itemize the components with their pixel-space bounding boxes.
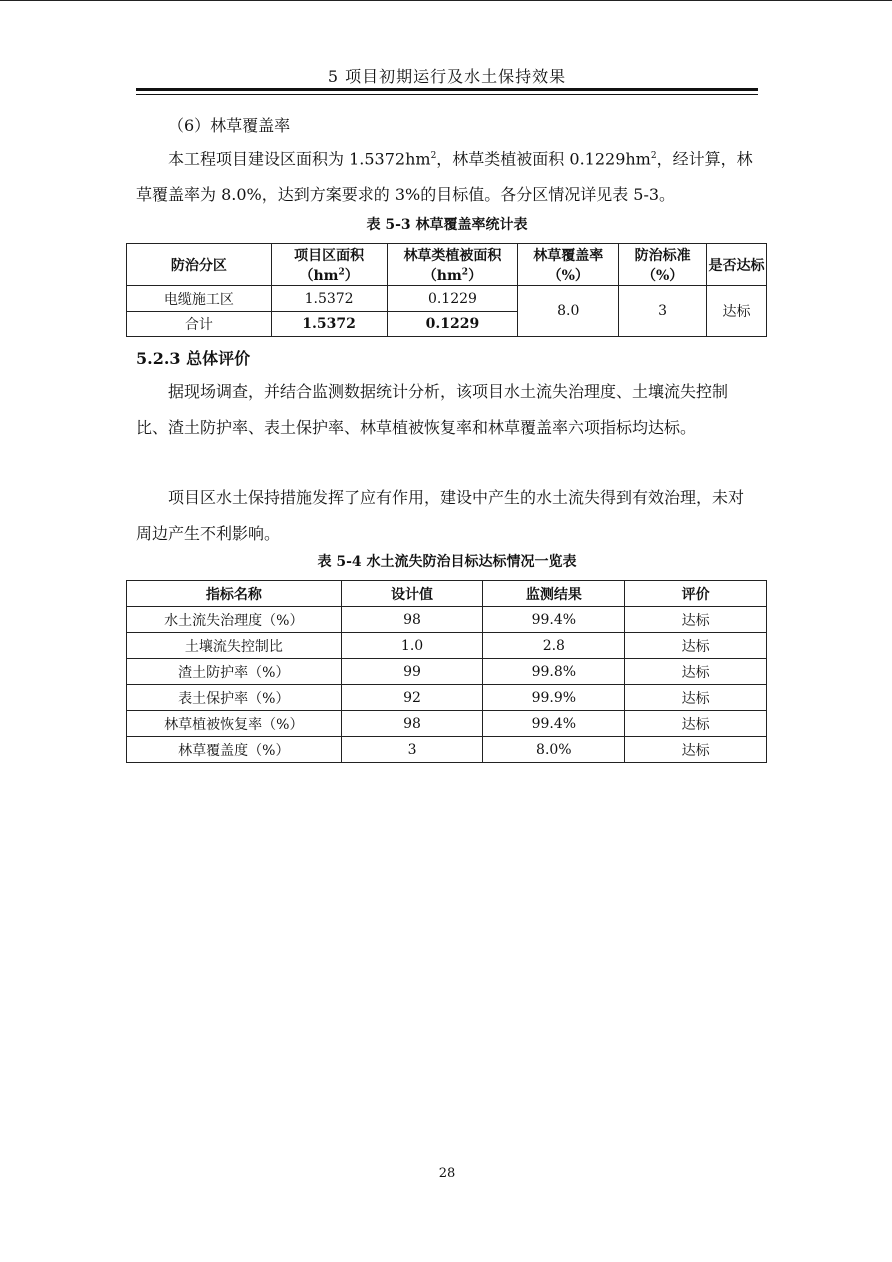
cell-indicator: 土壤流失控制比 — [127, 633, 342, 659]
cell-design: 3 — [341, 737, 483, 763]
cell-design: 98 — [341, 711, 483, 737]
cell-result: 99.9% — [483, 685, 625, 711]
cell-indicator: 表土保护率（%） — [127, 685, 342, 711]
cell-indicator: 林草覆盖度（%） — [127, 737, 342, 763]
header-rule-thick — [136, 88, 758, 91]
cell-evaluation: 达标 — [625, 685, 767, 711]
table-5-3-caption: 表 5-3 林草覆盖率统计表 — [366, 217, 528, 233]
header-zone: 防治分区 — [127, 244, 272, 286]
table-row — [127, 685, 767, 711]
header-coverage-rate: 林草覆盖率 （%） — [518, 244, 619, 286]
cell-design: 1.0 — [341, 633, 483, 659]
table-row — [127, 737, 767, 763]
cell-result-merged: 达标 — [707, 286, 767, 337]
table-5-3-header-row — [127, 244, 767, 286]
table-row — [127, 711, 767, 737]
table-5-4-caption: 表 5-4 水土流失防治目标达标情况一览表 — [317, 554, 577, 570]
header-rule-thin — [136, 94, 758, 95]
header-design-value: 设计值 — [341, 581, 483, 607]
page-number: 28 — [438, 1166, 456, 1181]
cell-area: 1.5372 — [271, 286, 387, 312]
header-evaluation: 评价 — [625, 581, 767, 607]
cell-design: 98 — [341, 607, 483, 633]
table-5-3 — [126, 243, 767, 337]
section-6-heading: （6）林草覆盖率 — [168, 116, 291, 135]
cell-indicator: 水土流失治理度（%） — [127, 607, 342, 633]
cell-result: 99.8% — [483, 659, 625, 685]
cell-result: 8.0% — [483, 737, 625, 763]
cell-standard-merged: 3 — [619, 286, 707, 337]
cell-indicator: 渣土防护率（%） — [127, 659, 342, 685]
header-area: 项目区面积 $(hm^2)$ — [271, 244, 387, 286]
cell-zone: 合计 — [127, 312, 272, 337]
cell-result: 99.4% — [483, 711, 625, 737]
table-row — [127, 633, 767, 659]
cell-design: 99 — [341, 659, 483, 685]
table-row — [127, 607, 767, 633]
cell-evaluation: 达标 — [625, 711, 767, 737]
section-5-2-3-heading: 5.2.3 总体评价 — [136, 349, 251, 368]
sup-squared: 2 — [650, 151, 657, 161]
cell-evaluation: 达标 — [625, 607, 767, 633]
cell-zone: 电缆施工区 — [127, 286, 272, 312]
para-part-c: ，经计算，林草覆盖率为 8.0%，达到方案要求的 3%的目标值。各分区情况详见表 5-3。 — [136, 149, 753, 205]
header-standard: 防治标准 （%） — [619, 244, 707, 286]
header-monitoring-result: 监测结果 — [483, 581, 625, 607]
para-part-b: ，林草类植被面积 0.1229hm — [436, 149, 651, 169]
cell-evaluation: 达标 — [625, 659, 767, 685]
para-part-a: 本工程项目建设区面积为 1.5372hm — [168, 149, 431, 169]
header-indicator: 指标名称 — [127, 581, 342, 607]
cell-area: 1.5372 — [271, 312, 387, 337]
table-row — [127, 286, 767, 312]
table-5-4-header-row — [127, 581, 767, 607]
page-header: 5 项目初期运行及水土保持效果 — [327, 67, 567, 86]
header-veg-area: 林草类植被面积 $(hm^2)$ — [387, 244, 518, 286]
table-row — [127, 659, 767, 685]
cell-evaluation: 达标 — [625, 633, 767, 659]
cell-veg: 0.1229 — [387, 286, 518, 312]
section-6-paragraph — [136, 138, 758, 213]
top-border-line — [0, 0, 892, 1]
cell-result: 2.8 — [483, 633, 625, 659]
cell-result: 99.4% — [483, 607, 625, 633]
cell-design: 92 — [341, 685, 483, 711]
header-meets-standard: 是否达标 — [707, 244, 767, 286]
table-5-4 — [126, 580, 767, 763]
cell-evaluation: 达标 — [625, 737, 767, 763]
section-5-2-3-paragraph-2: 项目区水土保持措施发挥了应有作用，建设中产生的水土流失得到有效治理，未对周边产生不利影响。 — [136, 488, 745, 543]
section-5-2-3-paragraph-1: 据现场调查，并结合监测数据统计分析，该项目水土流失治理度、土壤流失控制比、渣土防护率、表土保护率、林草植被恢复率和林草覆盖率六项指标均达标。 — [136, 382, 729, 437]
cell-indicator: 林草植被恢复率（%） — [127, 711, 342, 737]
cell-rate-merged: 8.0 — [518, 286, 619, 337]
sup-squared: 2 — [430, 151, 437, 161]
cell-veg: 0.1229 — [387, 312, 518, 337]
